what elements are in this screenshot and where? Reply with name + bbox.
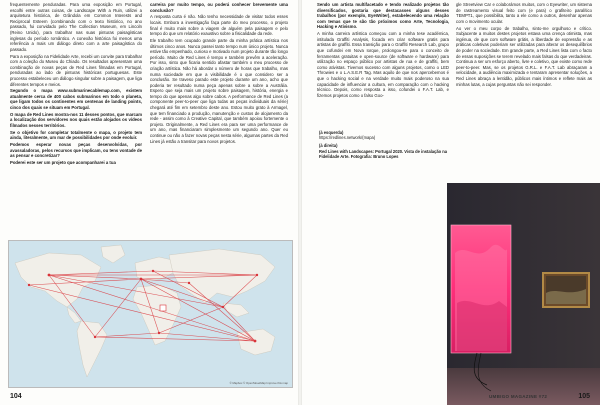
question-continued: carreira por muito tempo, ou poderá conhecer brevemente uma conclusão? (150, 2, 288, 13)
magazine-name: UMBIGO MAGAZINE #72 (489, 394, 548, 399)
paragraph: gle Streetview Car e colaborámos muitos, com o Eyewriter, um sistema de rastreamento visual feito com (e para) o grafiteiro paralítico TEMPT1, que possibilita, tanto a ele como a outros, desenhar apenas com o movimento ocular. (456, 2, 592, 24)
map-caption-url: https://redlines.network/(mapa) (319, 135, 376, 141)
map-caption-label: (à esquerda) (319, 130, 344, 135)
left-page (0, 0, 298, 405)
paragraph: A resposta curta é não. Não tenho necessidade de visitar todos esses locais. Embora a investigação faça parte do meu processo, o projeto final é muito mais sobre a viagem de alguém pela paisagem e pelo tempo do que um relatório exaustivo sobre a fisicalidade da rede. (150, 14, 288, 37)
image-captions (319, 130, 449, 159)
world-map-graphic (9, 241, 292, 387)
paragraph: A minha carreira artística começou com a minha tese académica, intitulada Graffiti Analysis, focada em criar software gratis para artistas de graffiti. Essa transição para o Graffiti Research Lab, grupo que cofundei em Nova Iorque, prolongou-se para o conceito de ferramentas gratuitas e open-source (de software e hardware) para utilização no espaço público por artistas de rua e de graffiti, bem como ativistas. Tivemos sucesso com alguns projetos, como o LED Throwies e o L.A.S.E.R Tag. Mas aquilo de que nos apercebemos é que o hacking social e na verdade muito mais poderoso na sua capacidade de influenciar a cultura, em comparação com o hacking técnico. Depois, como resposta a isso, cofundei o F.A.T. Lab, e fizemos projetos como o falso Goo- (317, 31, 449, 98)
page-number: 105 (578, 393, 590, 400)
paragraph: Ele trabalho tem ocupado grande parte da minha prática artística nos últimos cinco anos. Nunca passei tanto tempo num único projeto. Nunca estive tão empenhado, curioso e motivado num projeto durante tão longo período. Muito de Red Lines é tempo e também prevêm a aceleração. Por isso, sinto que ficaria sentido afastar também o meu processo de criação artística. Não há abordar o número de horas que trabalho, mas numa sociedade em que a visibilidade é o que considero ser a conclusão. Se traveso parado este projeto durante um ano, acho que poderia ter resultado numa peça apenas sobre a sobre a Austrália. Espero que seja mais um projeto sobre paisagem, história, energia e tempo do que apenas algo sobre cabos. A performance de Red Lines (a componente peer-to-peer que liga todas as peças individuais da série) chegará até fim em setembro deste ano. Estou muito grato à Armagel, que tem financiado a produção, manutenção e custos de alojamento da rede - assim como à Creative Capital, que também apoiou fortemente o projeto. Originalmente, a Red Lines era para ser uma performance de um ano, mas financiaram simplesmente um segundo ano. Quer eu continue ou não a fazer novas peças nesta série, algumas partes da Red Lines já estão a transitar para novos projetos. (150, 37, 288, 144)
right-page (302, 0, 600, 405)
photo-caption-text: Red Lines with Landscapes: Portugal 2020. Vista de instalação na Fidelidade Arte. Fotografia: Bruno Lopes (319, 148, 448, 159)
paragraph: frequentemente penduradas. Para uma exposição em Portugal, escolhi entre outras coisas, de Landscape With a Ruin, utilizei a arquitetura histórica, de Grândola em Common Interests and Reciprocal Esteem (combinando com o texto histórico, no ano passado, fui convidado pelo The Collection Museum, em Lincoln (Reino Unido), para trabalhar nas suas pinturas paisagísticas inglesas do período romântico. A conexão histórica foi menos uma referência a mais um diálogo direto com a arte paisagística do passado. (10, 2, 142, 52)
installation-photo (447, 183, 600, 405)
map-credit: © Mapbox © OpenStreetMap Improve this map (229, 381, 288, 385)
left-page-column-2 (150, 2, 288, 145)
installation-photo-graphic (447, 183, 600, 405)
paragraph: Ao ver o meu corpo de trabalho, sinto-me orgulhoso e crítico. Subjacente a muitos destes projetos estava uma crença otimista, mas ingénua, de que com software grátis, a liberdade de expressão e as práticas coletivas poderiam ser utilizadas para alterar os desequilíbrios de poder na sociedade. Em grande parte, a Red Lines lista com o facto de essas suposições se terem revelado mais falsas do que verdadeiras. Continua a ser um esforço aberto, livre e coletivo, que existe como rede peer-to-peer. Mas, se os projetos G.R.L. e F.A.T. Lab abraçaram a velocidade, a audiência maximizada e tentaram apresentar soluções, a Red Lines abraça a lentidão, públicos mais íntimos e reflete mais as minhas lutas, a cujas perguntas não sei responder. (456, 25, 592, 87)
question-lead: Sendo um artista multifacetado e tendo realizado projetos tão diversificados, gostaria que destacasses alguns desses trabalhos (por exemplo, EyeWriter), estabelecendo uma relação com temas que te são tão próximos como Arte, Tecnologia, Hacking e Ativismo. (317, 2, 449, 30)
portugal-marker (160, 305, 166, 311)
left-page-column-1 (10, 2, 142, 167)
page-number: 104 (10, 393, 22, 400)
question-lead: Segundo o mapa www.submarinecablemap.com, existem atualmente cerca de 400 cabos submarinos em todo o planeta, que ligam todos os continentes em centenas de landing points, cinco dos quais se situam em Portugal. (10, 88, 142, 111)
photo-caption-label: (à direita) (319, 143, 338, 149)
paragraph: Para a exposição na Fidelidade Arte, recebi um convite para trabalhar com a coleção do Museu do Chiado. Os resultados apresentam uma combinação de novas peças de Red Lines filmadas em Portugal, penduradas ao lado de pinturas históricas portuguesas. Este processo estabeleceu um diálogo singular sobre a paisagem, que liga diferentes tempos e meios. (10, 53, 142, 87)
question: Podemos esperar novas peças desenvolvidas, por avassaladoras, pelos recursos que implicam, ou tens vontade de as pensar e concretizar? (10, 142, 142, 159)
right-page-column-2 (456, 2, 592, 88)
question: Poderei este ser um projeto que acompanharei a tua (10, 160, 116, 166)
question: Se o objetivo for completar totalmente o mapa, o projeto tem ainda, literalmente, um mar de possibilidades por onde evoluir. (10, 129, 142, 141)
question: O mapa de Red Lines mostra-nos 11 desses pontos, que marcam a localização dos servidores nos quais estão alojados os vídeos filmados nesses territórios. (10, 111, 142, 129)
right-page-column-1 (317, 2, 449, 99)
red-lines-world-map (8, 240, 293, 388)
